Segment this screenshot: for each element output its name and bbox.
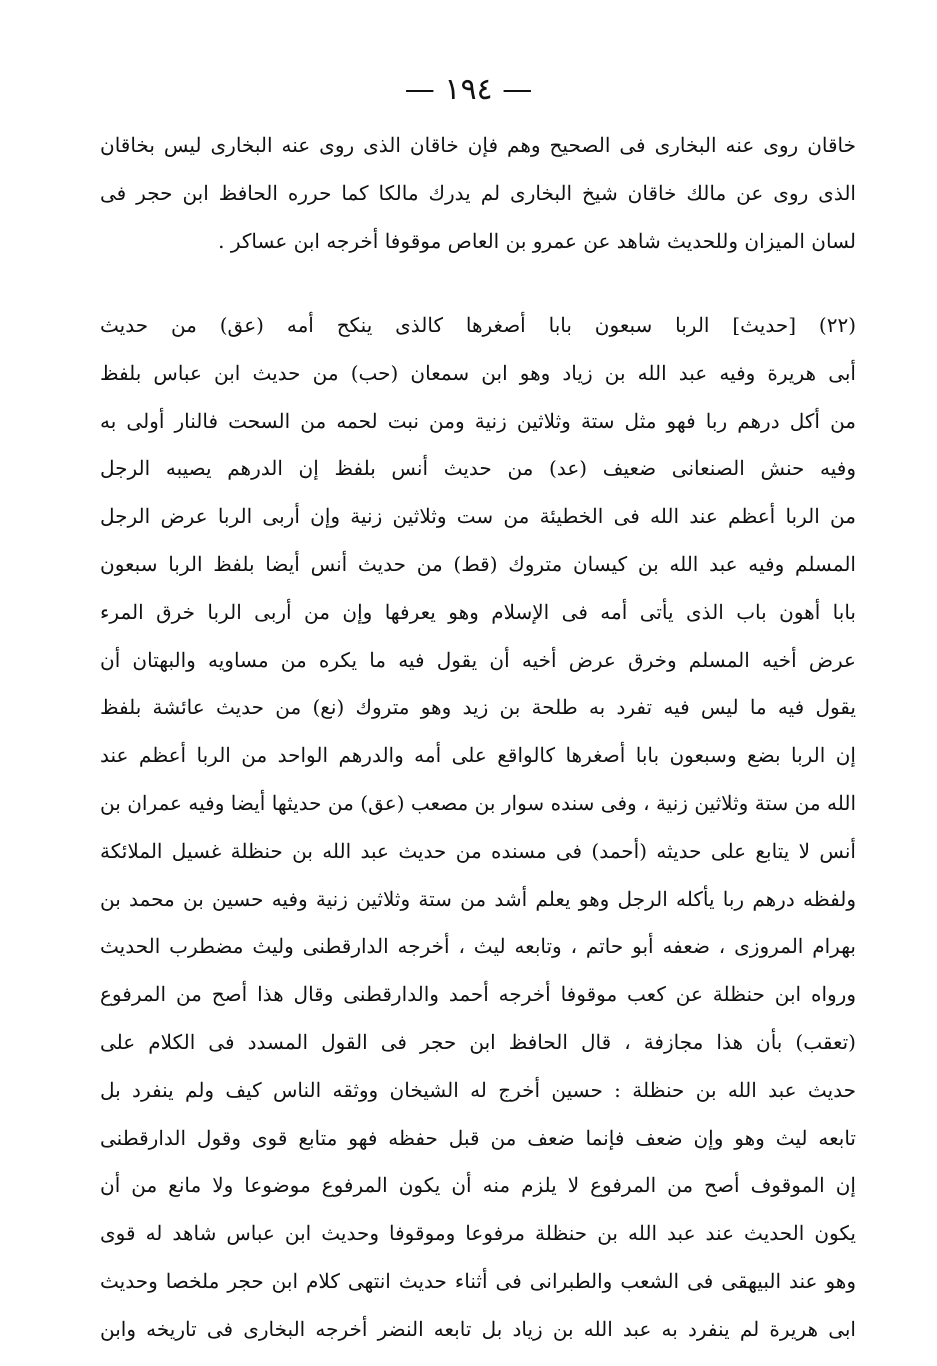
paragraph-hadith-22 (100, 302, 856, 1354)
text-line: أبى هريرة وفيه عبد الله بن زياد وهو ابن سمعان (حب) من حديث ابن عباس بلفظ (100, 360, 856, 385)
text-line: خاقان روى عنه البخارى فى الصحيح وهم فإن خاقان الذى روى عنه البخارى ليس بخاقان (100, 133, 856, 157)
text-line: (٢٢) [حديث] الربا سبعون بابا أصغرها كالذى ينكح أمه (عق) من حديث (100, 313, 856, 337)
text-line: أنس لا يتابع على حديثه (أحمد) فى مسنده من حديث عبد الله بن حنظلة غسيل الملائكة (100, 838, 856, 863)
text-line: ولفظه درهم ربا يأكله الرجل وهو يعلم أشد من ستة وثلاثين زنية وفيه حسين بن محمد بن (100, 886, 856, 911)
text-line: لسان الميزان وللحديث شاهد عن عمرو بن العاص موقوفا أخرجه ابن عساكر . (218, 228, 856, 253)
text-line: إن الموقوف أصح من المرفوع لا يلزم منه أن يكون المرفوع موضوعا ولا مانع من أن (100, 1173, 856, 1198)
text-line: المسلم وفيه عبد الله بن كيسان متروك (قط) من حديث أنس أيضا بلفظ الربا سبعون (100, 551, 856, 576)
text-line: الله من ستة وثلاثين زنية ، وفى سنده سوار بن مصعب (عق) من حديثها أيضا وفيه عمران بن (100, 790, 856, 815)
text-line: من أكل درهم ربا فهو مثل ستة وثلاثين زنية ومن نبت لحمه من السحت فالنار أولى به (100, 408, 856, 433)
text-line: بابا أهون باب الذى يأتى أمه فى الإسلام وهو يعرفها وإن من أربى الربا خرق المرء (100, 599, 856, 624)
text-line: وهو عند البيهقى فى الشعب والطبرانى فى أثناء حديث انتهى كلام ابن حجر ملخصا وحديث (100, 1268, 856, 1293)
text-line: ابى هريرة لم ينفرد به عبد الله بن زياد بل تابعه النضر أخرجه البخارى فى تاريخه وابن (100, 1316, 856, 1341)
text-line: ورواه ابن حنظلة عن كعب موقوفا أخرجه أحمد والدارقطنى وقال هذا أصح من المرفوع (100, 982, 856, 1007)
text-line: (تعقب) بأن هذا مجازفة ، قال الحافظ ابن حجر فى القول المسدد فى الكلام على (100, 1029, 856, 1054)
text-line: الذى روى عن مالك خاقان شيخ البخارى لم يدرك مالكا كما حرره الحافظ ابن حجر فى (100, 180, 856, 205)
text-line: بهرام المروزى ، ضعفه أبو حاتم ، وتابعه ليث ، أخرجه الدارقطنى وليث مضطرب الحديث (100, 934, 856, 959)
paragraph-continuation (100, 122, 856, 265)
text-line: يقول فيه ما ليس فيه تفرد به طلحة بن زيد وهو متروك (نع) من حديث عائشة بلفظ (100, 695, 856, 720)
text-line: تابعه ليث وهو وإن ضعف فإنما ضعف من قبل حفظه فهو متابع قوى وقول الدارقطنى (100, 1125, 856, 1150)
text-line: يكون الحديث عند عبد الله بن حنظلة مرفوعا وموقوفا وحديث ابن عباس شاهد له قوى (100, 1221, 856, 1246)
text-line: حديث عبد الله بن حنظلة : حسين أخرج له الشيخان ووثقه الناس كيف ولم ينفرد بل (100, 1077, 856, 1102)
page-number: — ١٩٤ — (404, 72, 533, 107)
text-line: من الربا أعظم عند الله فى الخطيئة من ست وثلاثين زنية وإن أربى الربا عرض الرجل (100, 504, 856, 529)
text-line: وفيه حنش الصنعانى ضعيف (عد) من حديث أنس بلفظ إن الدرهم يصيبه الرجل (100, 456, 856, 481)
text-line: عرض أخيه المسلم وخرق عرض أخيه أن يقول فيه ما يكره من مساويه والبهتان أن (100, 647, 856, 672)
text-line: إن الربا بضع وسبعون بابا أصغرها كالواقع على أمه والدرهم الواحد من الربا أعظم عند (100, 743, 856, 768)
